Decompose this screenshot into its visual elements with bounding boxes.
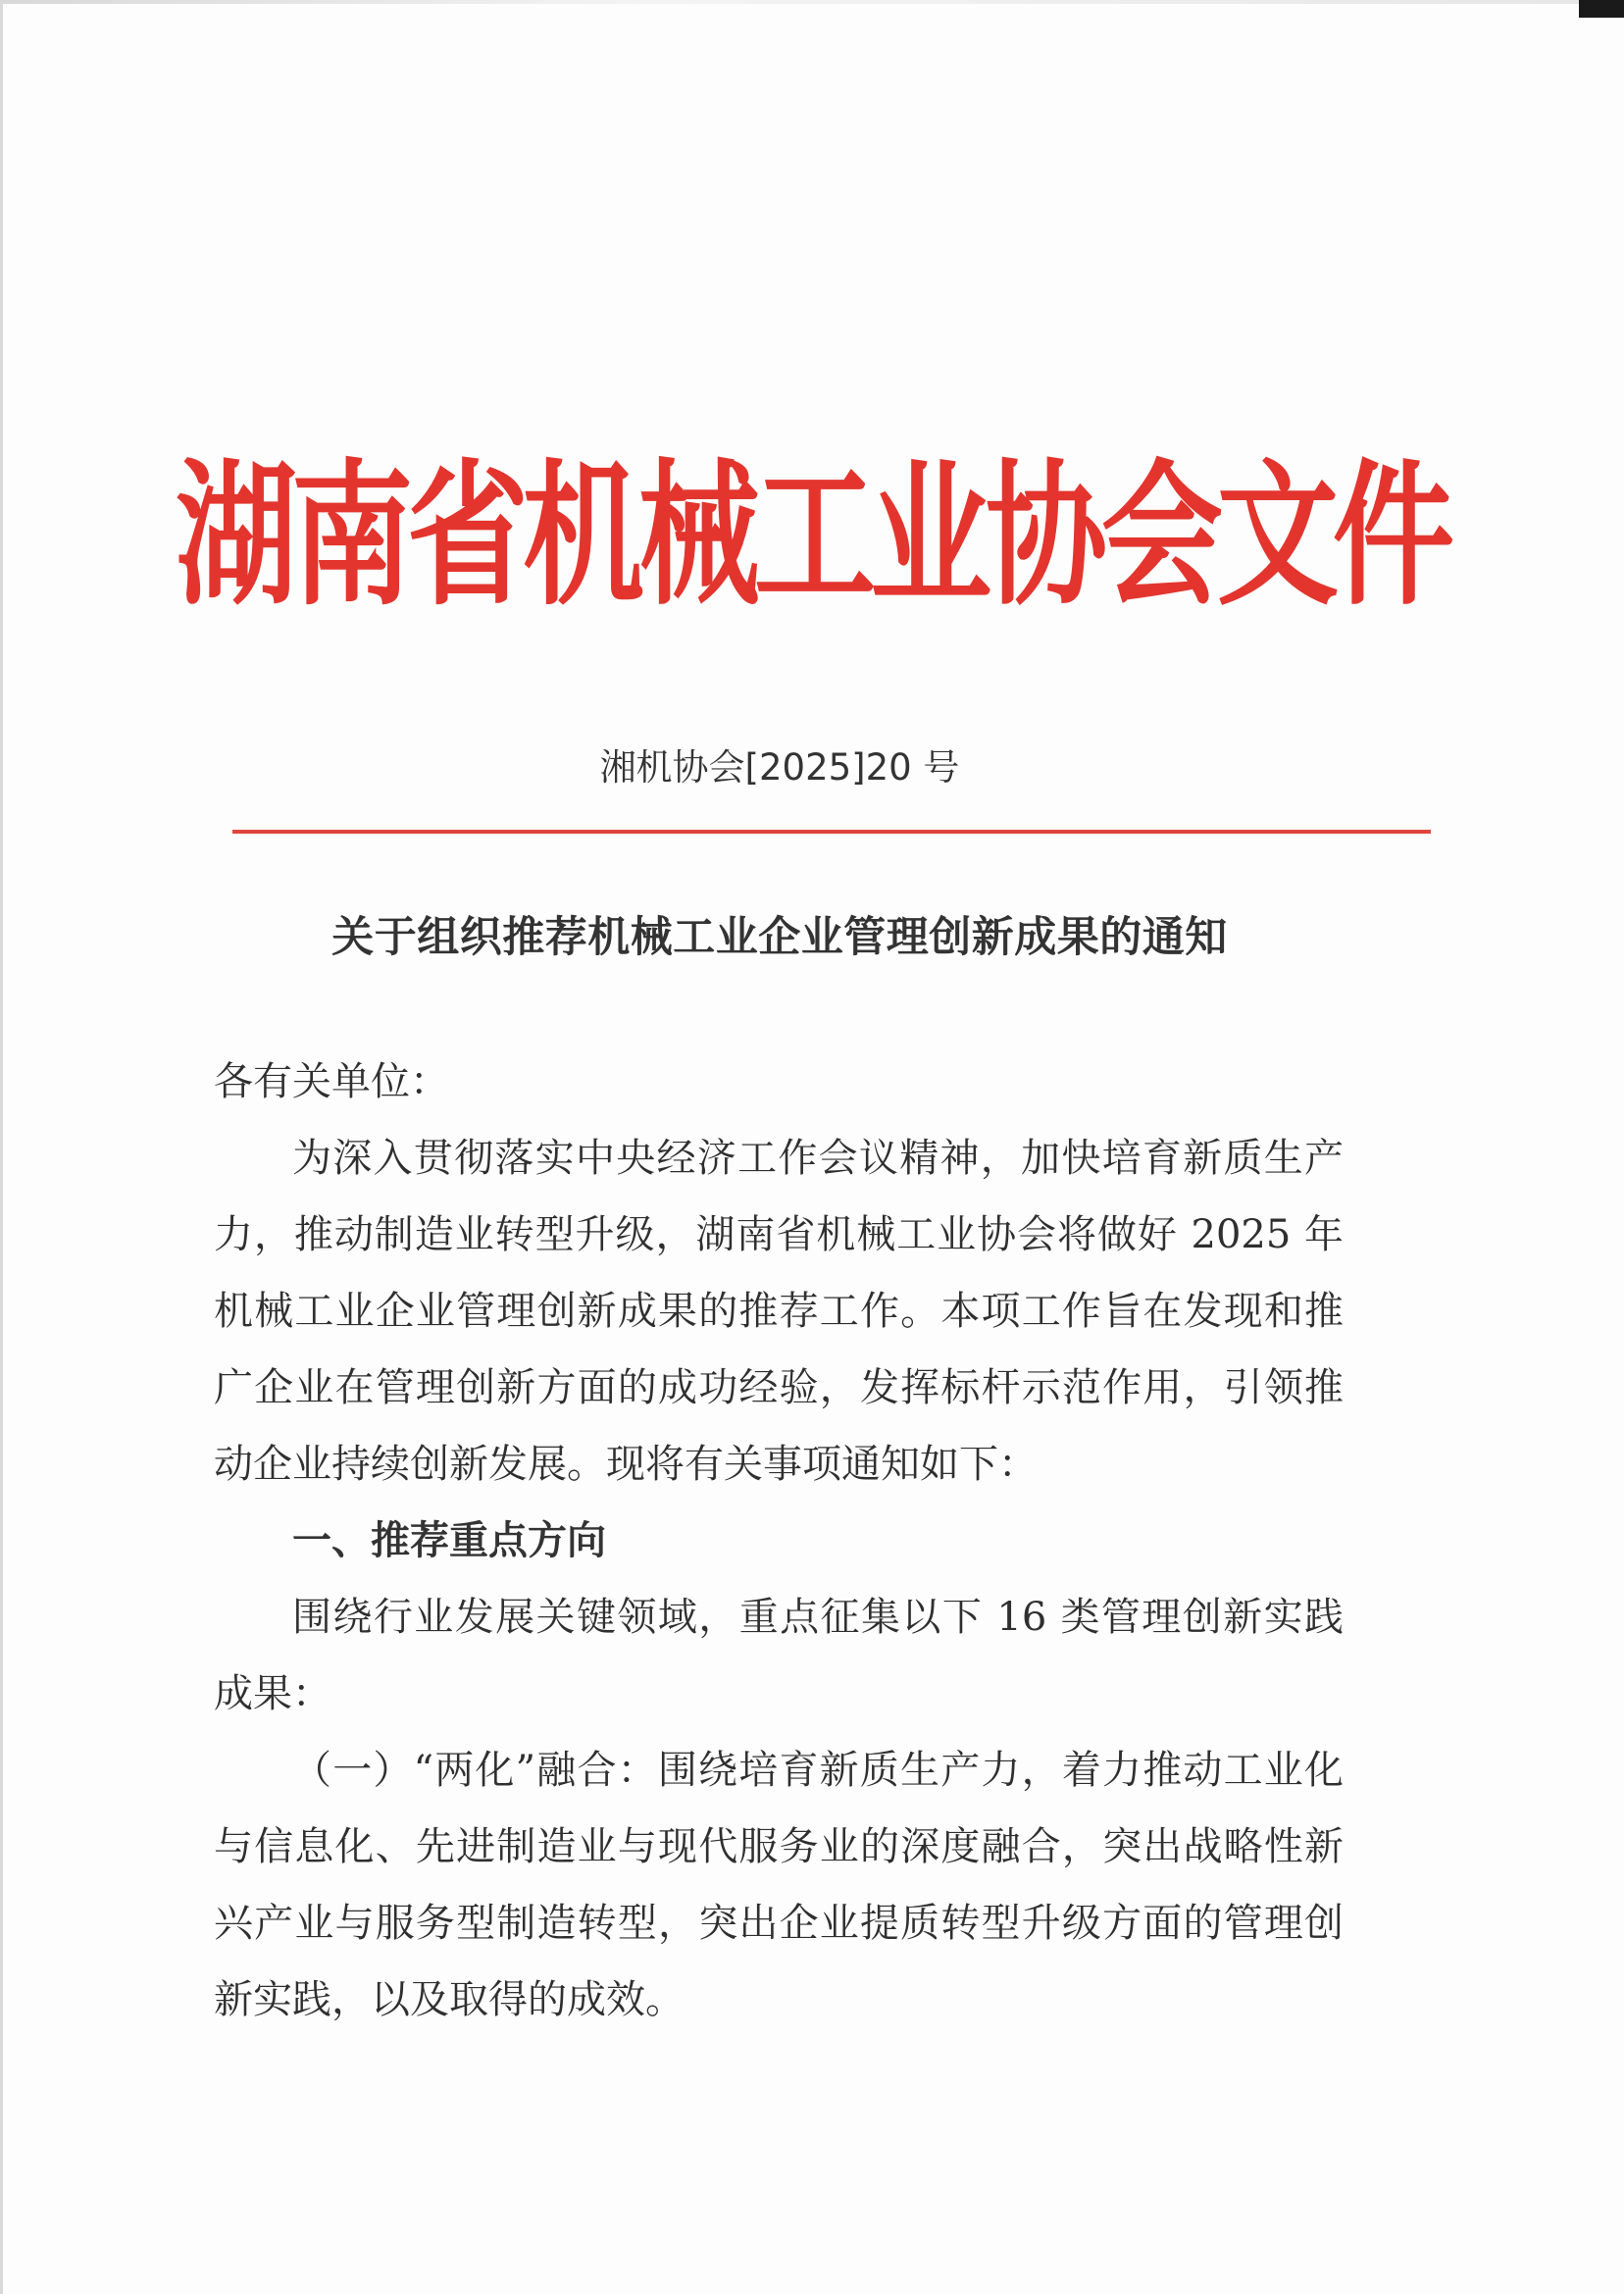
paragraph-item-1: （一）“两化”融合：围绕培育新质生产力，着力推动工业化与信息化、先进制造业与现代服务业的深度融合，突出战略性新兴产业与服务型制造转型，突出企业提质转型升级方面的管理创新实践，以及取得的成效。 xyxy=(214,1748,1344,2022)
paragraph-categories: 围绕行业发展关键领域，重点征集以下 16 类管理创新实践成果： xyxy=(214,1595,1344,1716)
scan-edge-left xyxy=(0,0,3,2294)
paragraph-intro: 为深入贯彻落实中央经济工作会议精神，加快培育新质生产力，推动制造业转型升级，湖南省机械工业协会将做好 2025 年机械工业企业管理创新成果的推荐工作。本项工作旨在发现和推广企业在管理创新方面的成功经验，发挥标杆示范作用，引领推动企业持续创新发展。现将有关事项通知如下： xyxy=(214,1136,1344,1487)
salutation: 各有关单位： xyxy=(214,1059,449,1104)
scan-edge-top xyxy=(0,0,1624,4)
red-divider-line xyxy=(232,830,1431,834)
section-heading-1: 一、推荐重点方向 xyxy=(292,1518,606,1563)
document-title: 关于组织推荐机械工业企业管理创新成果的通知 xyxy=(331,913,1228,962)
document-number: 湘机协会[2025]20 号 xyxy=(599,746,960,789)
document-masthead: 湖南省机械工业协会文件 xyxy=(175,444,1448,628)
scan-corner-mark xyxy=(1579,0,1624,18)
